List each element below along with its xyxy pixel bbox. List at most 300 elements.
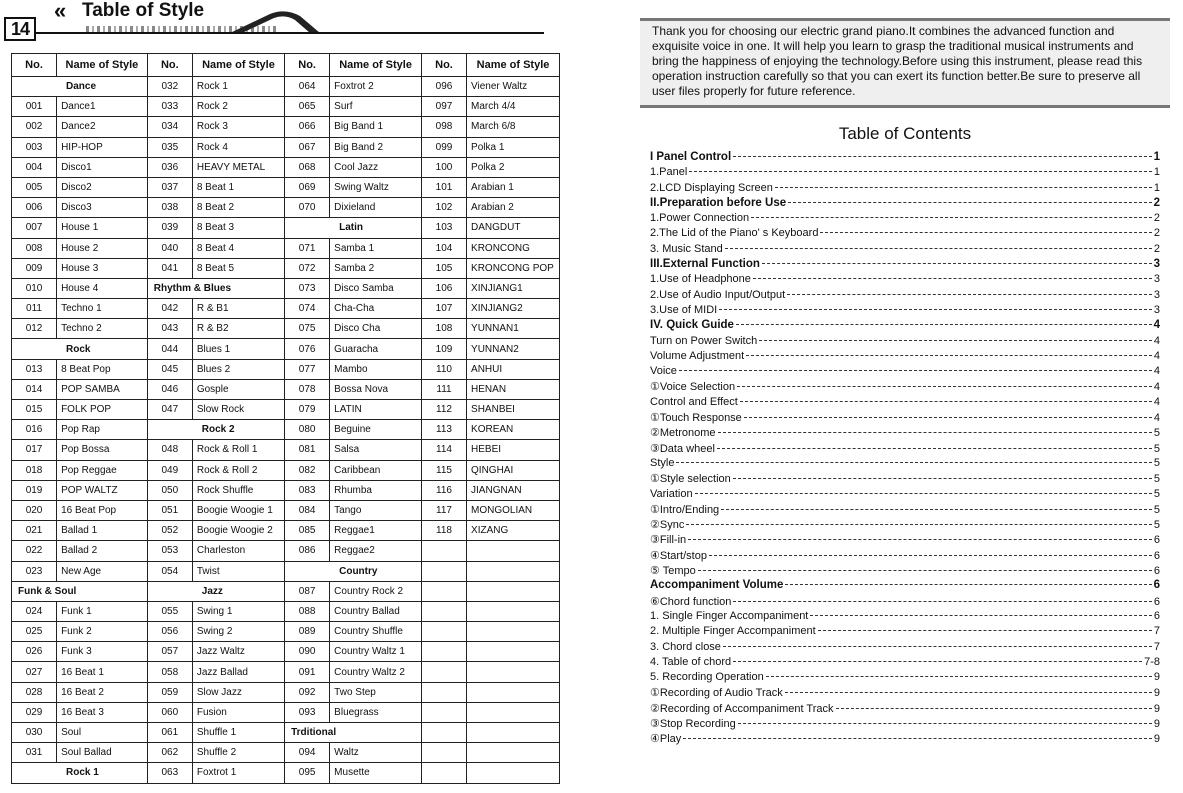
style-number: 011 (12, 299, 57, 319)
toc-leader-dots (759, 340, 1152, 341)
toc-entry-label: 2. Multiple Finger Accompaniment (650, 625, 816, 638)
style-name: 8 Beat 1 (192, 177, 284, 197)
toc-entry-label: Voice (650, 365, 677, 378)
style-name: House 1 (57, 218, 148, 238)
column-header-no: No. (147, 54, 192, 77)
toc-entry-label: Volume Adjustment (650, 349, 745, 362)
style-name: DANGDUT (467, 218, 560, 238)
toc-entry-page: 4 (1153, 412, 1160, 425)
style-name: KRONCONG (467, 238, 560, 258)
style-number: 018 (12, 460, 57, 480)
style-name: Samba 1 (330, 238, 422, 258)
style-category: Funk & Soul (12, 581, 148, 601)
toc-leader-dots (733, 478, 1152, 479)
toc-entry (640, 656, 1170, 671)
table-row (12, 682, 560, 702)
toc-entry (640, 472, 1170, 487)
style-number: 086 (285, 541, 330, 561)
toc-entry-page: 5 (1153, 442, 1160, 455)
toc-entry-page: 2 (1153, 196, 1160, 209)
style-name: Dixieland (330, 198, 422, 218)
style-number: 071 (285, 238, 330, 258)
style-name: Soul (57, 723, 148, 743)
toc-leader-dots (820, 232, 1151, 233)
style-number: 034 (147, 117, 192, 137)
style-name: New Age (57, 561, 148, 581)
toc-entry-page: 9 (1153, 717, 1160, 730)
style-number: 109 (421, 339, 466, 359)
style-number: 056 (147, 622, 192, 642)
style-name: Beguine (330, 420, 422, 440)
toc-entry-label: 1. Single Finger Accompaniment (650, 609, 809, 622)
style-name: Caribbean (330, 460, 422, 480)
style-number: 090 (285, 642, 330, 662)
style-number (421, 682, 466, 702)
style-name: Viener Waltz (467, 77, 560, 97)
style-number: 045 (147, 359, 192, 379)
style-number: 038 (147, 198, 192, 218)
style-name: Swing Waltz (330, 177, 422, 197)
toc-entry-label: ⑥Chord function (650, 595, 732, 608)
style-name (467, 561, 560, 581)
style-name: HIP-HOP (57, 137, 148, 157)
toc-entry-label: 2.Use of Audio Input/Output (650, 288, 786, 301)
style-number: 101 (421, 177, 466, 197)
toc-leader-dots (723, 646, 1152, 647)
style-number: 064 (285, 77, 330, 97)
toc-entry-label: ③Fill-in (650, 534, 687, 547)
table-row (12, 137, 560, 157)
toc-entry (640, 365, 1170, 380)
style-name: Pop Reggae (57, 460, 148, 480)
toc-entry-page: 6 (1153, 609, 1160, 622)
style-name: Tango (330, 500, 422, 520)
toc-entry-page: 7 (1153, 640, 1160, 653)
toc-entry-page: 1 (1153, 166, 1160, 179)
style-name: Dance2 (57, 117, 148, 137)
style-number: 100 (421, 157, 466, 177)
toc-leader-dots (689, 171, 1152, 172)
style-name: Funk 2 (57, 622, 148, 642)
table-row (12, 379, 560, 399)
style-name: Swing 2 (192, 622, 284, 642)
toc-leader-dots (810, 615, 1152, 616)
toc-entry (640, 151, 1170, 166)
style-name: Disco2 (57, 177, 148, 197)
style-category: Rock (12, 339, 148, 359)
toc-entry-page: 9 (1153, 671, 1160, 684)
table-row (12, 561, 560, 581)
toc-entry-page: 3 (1153, 273, 1160, 286)
toc-leader-dots (740, 401, 1152, 402)
table-row (12, 521, 560, 541)
style-category: Rock 1 (12, 763, 148, 783)
style-name: Reggae1 (330, 521, 422, 541)
style-number: 019 (12, 480, 57, 500)
style-number: 035 (147, 137, 192, 157)
toc-entry-label: ①Touch Response (650, 412, 742, 425)
table-row (12, 339, 560, 359)
style-name: 8 Beat 4 (192, 238, 284, 258)
style-name: XINJIANG2 (467, 299, 560, 319)
page-header (2, 0, 542, 46)
style-number: 040 (147, 238, 192, 258)
toc-entry-label: 2.LCD Displaying Screen (650, 181, 773, 194)
toc-entry (640, 335, 1170, 350)
style-name: 8 Beat 2 (192, 198, 284, 218)
toc-entry-label: ②Sync (650, 519, 685, 532)
toc-entry-label: ③Stop Recording (650, 717, 736, 730)
toc-leader-dots (709, 555, 1152, 556)
style-number: 014 (12, 379, 57, 399)
style-number: 032 (147, 77, 192, 97)
table-row (12, 723, 560, 743)
style-name: 16 Beat 3 (57, 702, 148, 722)
style-number: 037 (147, 177, 192, 197)
style-name: Polka 2 (467, 157, 560, 177)
toc-leader-dots (733, 601, 1151, 602)
style-number: 009 (12, 258, 57, 278)
toc-entry (640, 732, 1170, 747)
style-number: 055 (147, 601, 192, 621)
style-number: 085 (285, 521, 330, 541)
toc-entry (640, 197, 1170, 212)
style-name: Disco Cha (330, 319, 422, 339)
style-number (421, 723, 466, 743)
style-category: Trditional (285, 723, 422, 743)
style-number: 092 (285, 682, 330, 702)
style-number: 028 (12, 682, 57, 702)
style-number: 099 (421, 137, 466, 157)
style-number: 107 (421, 299, 466, 319)
style-category: Rhythm & Blues (147, 278, 284, 298)
style-name: Bluegrass (330, 702, 422, 722)
style-number: 075 (285, 319, 330, 339)
style-number: 068 (285, 157, 330, 177)
style-number: 003 (12, 137, 57, 157)
style-name (467, 702, 560, 722)
style-number: 102 (421, 198, 466, 218)
toc-entry-label: Control and Effect (650, 395, 738, 408)
style-name: R & B1 (192, 299, 284, 319)
style-number: 082 (285, 460, 330, 480)
toc-entry-page: 5 (1153, 456, 1160, 469)
toc-entry-label: ④Start/stop (650, 549, 707, 562)
style-name: Samba 2 (330, 258, 422, 278)
style-name: Charleston (192, 541, 284, 561)
style-name (467, 682, 560, 702)
toc-entry (640, 564, 1170, 579)
style-number: 007 (12, 218, 57, 238)
toc-entry-page: 4 (1153, 334, 1160, 347)
toc-entry (640, 258, 1170, 273)
style-name: Fusion (192, 702, 284, 722)
style-name: LATIN (330, 400, 422, 420)
toc-entry (640, 396, 1170, 411)
table-row (12, 359, 560, 379)
table-row (12, 157, 560, 177)
style-name: Two Step (330, 682, 422, 702)
column-header-name: Name of Style (192, 54, 284, 77)
toc-entry-page: 7 (1153, 625, 1160, 638)
toc-entry (640, 166, 1170, 181)
style-number: 076 (285, 339, 330, 359)
style-number: 087 (285, 581, 330, 601)
style-name: JIANGNAN (467, 480, 560, 500)
toc-leader-dots (836, 708, 1152, 709)
style-number: 049 (147, 460, 192, 480)
style-name: Blues 1 (192, 339, 284, 359)
style-number: 051 (147, 500, 192, 520)
toc-title: Table of Contents (838, 124, 972, 143)
style-number: 065 (285, 97, 330, 117)
toc-leader-dots (785, 584, 1151, 585)
toc-entry (640, 273, 1170, 288)
toc-entry-label: III.External Function (650, 258, 760, 271)
style-name: Bossa Nova (330, 379, 422, 399)
style-number: 105 (421, 258, 466, 278)
style-number: 005 (12, 177, 57, 197)
table-row (12, 198, 560, 218)
style-name: Disco1 (57, 157, 148, 177)
style-name: Country Ballad (330, 601, 422, 621)
style-number: 063 (147, 763, 192, 783)
toc-entry-page: 6 (1153, 549, 1160, 562)
style-table-page (0, 0, 560, 793)
toc-entry-page: 5 (1153, 503, 1160, 516)
toc-leader-dots (762, 263, 1152, 264)
style-name: Rock & Roll 2 (192, 460, 284, 480)
toc-entry-label: II.Preparation before Use (650, 196, 787, 209)
style-name: 16 Beat Pop (57, 500, 148, 520)
style-number: 001 (12, 97, 57, 117)
style-number: 059 (147, 682, 192, 702)
toc-entry-page: 5 (1153, 473, 1160, 486)
toc-entry (640, 304, 1170, 319)
toc-entry-label: ⑤ Tempo (650, 565, 696, 578)
toc-leader-dots (725, 248, 1152, 249)
style-number: 093 (285, 702, 330, 722)
toc-entry (640, 457, 1170, 472)
toc-entry (640, 533, 1170, 548)
style-name: Guaracha (330, 339, 422, 359)
style-number: 053 (147, 541, 192, 561)
style-name: ANHUI (467, 359, 560, 379)
style-number: 047 (147, 400, 192, 420)
style-number: 060 (147, 702, 192, 722)
style-name: SHANBEI (467, 400, 560, 420)
style-number: 012 (12, 319, 57, 339)
style-category: Rock 2 (147, 420, 284, 440)
toc-entry (640, 503, 1170, 518)
toc-leader-dots (818, 630, 1152, 631)
style-number: 020 (12, 500, 57, 520)
style-number: 106 (421, 278, 466, 298)
style-number (421, 541, 466, 561)
style-name (467, 601, 560, 621)
style-number: 029 (12, 702, 57, 722)
style-number (421, 561, 466, 581)
style-table (11, 53, 560, 784)
toc-entry-label: ②Recording of Accompaniment Track (650, 702, 834, 715)
style-name: 16 Beat 2 (57, 682, 148, 702)
style-number: 008 (12, 238, 57, 258)
toc-entry-page: 7-8 (1144, 655, 1160, 668)
toc-entry-page: 3 (1153, 288, 1160, 301)
toc-entry (640, 426, 1170, 441)
style-name: March 6/8 (467, 117, 560, 137)
toc-entry (640, 671, 1170, 686)
style-number: 023 (12, 561, 57, 581)
style-name: Cool Jazz (330, 157, 422, 177)
toc-leader-dots (686, 524, 1152, 525)
style-name (467, 723, 560, 743)
table-row (12, 662, 560, 682)
style-name: Rock Shuffle (192, 480, 284, 500)
toc-leader-dots (744, 417, 1152, 418)
style-number: 015 (12, 400, 57, 420)
style-number: 069 (285, 177, 330, 197)
style-number (421, 622, 466, 642)
toc-leader-dots (683, 738, 1152, 739)
style-name: KRONCONG POP (467, 258, 560, 278)
toc-entry-page: 3 (1153, 258, 1160, 271)
style-number: 111 (421, 379, 466, 399)
toc-entry-label: 3. Chord close (650, 640, 721, 653)
toc-entry-label: ①Style selection (650, 473, 731, 486)
table-row (12, 581, 560, 601)
style-category: Dance (12, 77, 148, 97)
toc-entry (640, 243, 1170, 258)
style-number: 039 (147, 218, 192, 238)
page-number: 14 (4, 17, 36, 41)
style-number: 078 (285, 379, 330, 399)
style-name: Boogie Woogie 2 (192, 521, 284, 541)
style-name (467, 763, 560, 783)
style-number: 006 (12, 198, 57, 218)
page-title: Table of Style (82, 0, 205, 21)
style-name: POP SAMBA (57, 379, 148, 399)
style-name: 16 Beat 1 (57, 662, 148, 682)
style-number: 057 (147, 642, 192, 662)
style-number: 113 (421, 420, 466, 440)
style-number: 024 (12, 601, 57, 621)
style-name: 8 Beat 3 (192, 218, 284, 238)
style-name: YUNNAN2 (467, 339, 560, 359)
style-name: Pop Rap (57, 420, 148, 440)
toc-entry-label: ④Play (650, 733, 682, 746)
column-header-name: Name of Style (57, 54, 148, 77)
style-number: 027 (12, 662, 57, 682)
toc-leader-dots (788, 202, 1151, 203)
style-name: Techno 1 (57, 299, 148, 319)
style-name: Gosple (192, 379, 284, 399)
table-row (12, 480, 560, 500)
style-number: 048 (147, 440, 192, 460)
toc-leader-dots (751, 217, 1152, 218)
style-name: Dance1 (57, 97, 148, 117)
style-number: 118 (421, 521, 466, 541)
style-name: Mambo (330, 359, 422, 379)
style-name: YUNNAN1 (467, 319, 560, 339)
style-number: 026 (12, 642, 57, 662)
table-header-row (12, 54, 560, 77)
style-number: 084 (285, 500, 330, 520)
style-number: 094 (285, 743, 330, 763)
style-number: 031 (12, 743, 57, 763)
toc-entry (640, 289, 1170, 304)
style-name (467, 743, 560, 763)
style-name (467, 662, 560, 682)
style-number: 058 (147, 662, 192, 682)
toc-leader-dots (733, 661, 1142, 662)
column-header-no: No. (421, 54, 466, 77)
table-row (12, 177, 560, 197)
style-name: R & B2 (192, 319, 284, 339)
style-number: 081 (285, 440, 330, 460)
column-header-name: Name of Style (467, 54, 560, 77)
style-number: 103 (421, 218, 466, 238)
style-number: 110 (421, 359, 466, 379)
toc-entry (640, 227, 1170, 242)
style-number: 074 (285, 299, 330, 319)
toc-leader-dots (738, 723, 1152, 724)
toc-entry-page: 2 (1153, 242, 1160, 255)
style-name: Salsa (330, 440, 422, 460)
style-number: 016 (12, 420, 57, 440)
style-number: 079 (285, 400, 330, 420)
style-name: Funk 3 (57, 642, 148, 662)
style-name: March 4/4 (467, 97, 560, 117)
toc-entry-label: Turn on Power Switch (650, 334, 758, 347)
toc-entry (640, 411, 1170, 426)
style-name (467, 622, 560, 642)
style-name: HEBEI (467, 440, 560, 460)
column-header-no: No. (12, 54, 57, 77)
toc-entry (640, 319, 1170, 334)
toc-entry (640, 380, 1170, 395)
style-number: 046 (147, 379, 192, 399)
toc-entry-label: ①Intro/Ending (650, 503, 720, 516)
column-header-name: Name of Style (330, 54, 422, 77)
header-rule (34, 32, 544, 34)
toc-leader-dots (676, 462, 1151, 463)
style-name: Jazz Waltz (192, 642, 284, 662)
style-name: Rock 2 (192, 97, 284, 117)
table-row (12, 278, 560, 298)
table-row (12, 218, 560, 238)
style-name: Slow Rock (192, 400, 284, 420)
style-name: House 2 (57, 238, 148, 258)
toc-entry (640, 518, 1170, 533)
toc-entry-label: 2.The Lid of the Piano' s Keyboard (650, 227, 819, 240)
toc-leader-dots (753, 278, 1152, 279)
style-number: 025 (12, 622, 57, 642)
toc-entry-page: 5 (1153, 519, 1160, 532)
style-name: Disco3 (57, 198, 148, 218)
style-number: 070 (285, 198, 330, 218)
style-name: Soul Ballad (57, 743, 148, 763)
style-name: Shuffle 1 (192, 723, 284, 743)
style-number: 013 (12, 359, 57, 379)
toc-entry (640, 595, 1170, 610)
style-name: Blues 2 (192, 359, 284, 379)
table-row (12, 258, 560, 278)
toc-entry (640, 350, 1170, 365)
table-row (12, 500, 560, 520)
style-name: 8 Beat Pop (57, 359, 148, 379)
toc-leader-dots (736, 324, 1152, 325)
